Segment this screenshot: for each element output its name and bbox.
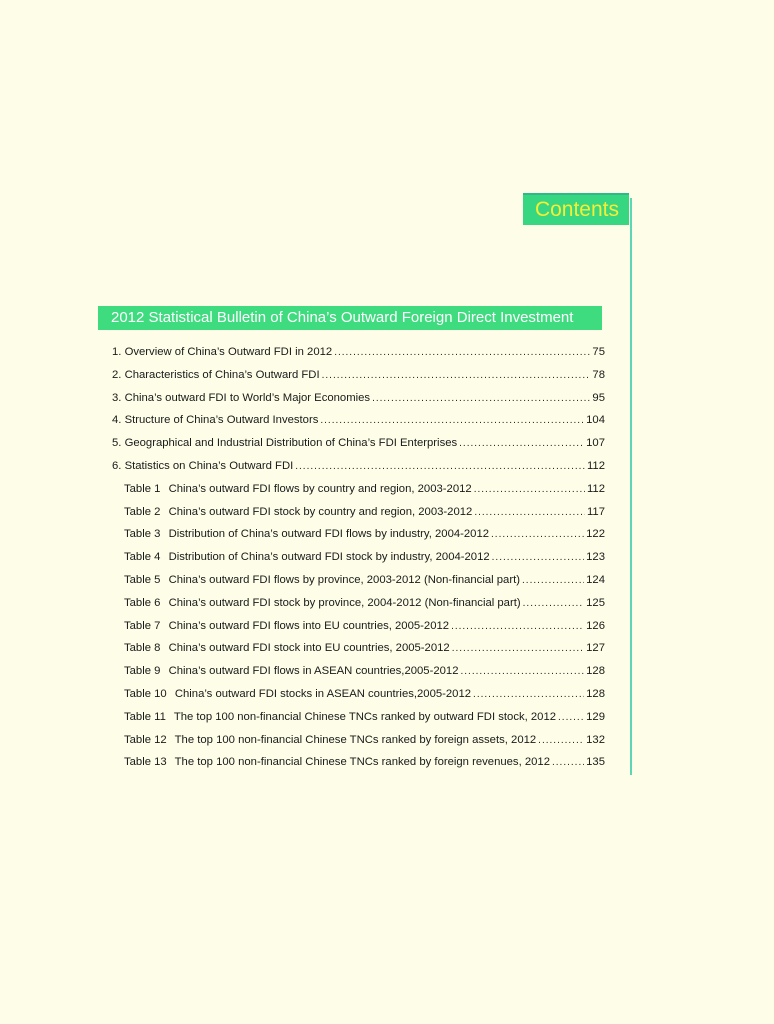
toc-leader-dots xyxy=(295,456,585,479)
toc-leader-dots xyxy=(460,661,584,684)
toc-table-number: Table 10 xyxy=(124,687,167,700)
toc-page-number: 124 xyxy=(586,573,605,586)
toc-table-number: Table 13 xyxy=(124,756,167,769)
toc-page-number: 129 xyxy=(586,710,605,723)
toc-entry-title: China’s outward FDI flows into EU countries, 2005-2012 xyxy=(168,619,450,632)
toc-entry-label xyxy=(124,523,489,546)
toc-entry-label xyxy=(124,660,458,683)
toc-leader-dots xyxy=(552,752,584,775)
toc-entry-title: Structure of China’s Outward Investors xyxy=(124,414,319,427)
toc-entry-label xyxy=(112,432,457,455)
toc-table-9[interactable] xyxy=(112,660,605,683)
toc-leader-dots xyxy=(474,479,585,502)
toc-page-number: 132 xyxy=(586,733,605,746)
toc-entry-label xyxy=(124,706,556,729)
toc-page-number: 125 xyxy=(586,596,605,609)
toc-entry-label xyxy=(112,364,320,387)
toc-page-number: 78 xyxy=(592,368,605,381)
toc-page-number: 123 xyxy=(586,551,605,564)
toc-entry-title: China’s outward FDI to World’s Major Economies xyxy=(124,391,371,404)
toc-entry-label xyxy=(124,569,520,592)
toc-page-number: 122 xyxy=(586,528,605,541)
toc-entry-3[interactable] xyxy=(112,387,605,410)
toc-page-number: 112 xyxy=(586,482,605,495)
toc-page-number: 135 xyxy=(586,756,605,769)
toc-leader-dots xyxy=(452,638,584,661)
toc-entry-1[interactable] xyxy=(112,341,605,364)
toc-entry-title: China’s outward FDI stocks in ASEAN countries,2005-2012 xyxy=(174,687,472,700)
toc-entry-title: Geographical and Industrial Distribution of China’s FDI Enterprises xyxy=(124,437,458,450)
toc-table-11[interactable] xyxy=(112,706,605,729)
toc-leader-dots xyxy=(334,342,590,365)
page-margin-rule xyxy=(630,198,632,775)
toc-table-2[interactable] xyxy=(112,501,605,524)
toc-table-number: Table 12 xyxy=(124,733,167,746)
toc-leader-dots xyxy=(491,524,584,547)
toc-entry-number: 1. xyxy=(112,346,122,358)
toc-entry-label xyxy=(124,501,472,524)
toc-table-number: Table 11 xyxy=(124,710,166,723)
toc-page-number: 128 xyxy=(586,665,605,678)
toc-entry-title: Characteristics of China’s Outward FDI xyxy=(124,368,320,381)
toc-page-number: 75 xyxy=(592,346,605,358)
toc-table-13[interactable] xyxy=(112,751,605,774)
toc-entry-label xyxy=(124,751,550,774)
toc-page-number: 107 xyxy=(586,437,605,450)
toc-entry-number: 3. xyxy=(112,391,122,404)
toc-entry-title: The top 100 non-financial Chinese TNCs ranked by outward FDI stock, 2012 xyxy=(173,710,557,723)
toc-leader-dots xyxy=(522,570,584,593)
toc-entry-label xyxy=(124,637,450,660)
toc-leader-dots xyxy=(459,433,584,456)
toc-entry-title: China’s outward FDI stock by province, 2004-2012 (Non-financial part) xyxy=(168,596,521,609)
contents-heading: Contents xyxy=(523,193,629,225)
toc-entry-6[interactable] xyxy=(112,455,605,478)
toc-table-10[interactable] xyxy=(112,683,605,706)
toc-leader-dots xyxy=(474,502,585,525)
toc-entry-title: The top 100 non-financial Chinese TNCs ranked by foreign assets, 2012 xyxy=(174,733,537,746)
toc-page-number: 112 xyxy=(586,459,605,472)
toc-page-number: 127 xyxy=(586,642,605,655)
toc-leader-dots xyxy=(372,388,590,411)
toc-page-number: 126 xyxy=(586,619,605,632)
toc-entry-4[interactable] xyxy=(112,409,605,432)
toc-entry-title: China’s outward FDI flows by country and region, 2003-2012 xyxy=(168,482,472,495)
toc-entry-number: 2. xyxy=(112,368,122,381)
toc-entry-title: China’s outward FDI flows in ASEAN countries,2005-2012 xyxy=(168,665,459,678)
toc-table-number: Table 7 xyxy=(124,619,161,632)
toc-entry-title: The top 100 non-financial Chinese TNCs ranked by foreign revenues, 2012 xyxy=(174,756,550,769)
toc-page-number: 128 xyxy=(586,687,605,700)
toc-leader-dots xyxy=(451,616,584,639)
toc-entry-label xyxy=(112,409,318,432)
toc-table-4[interactable] xyxy=(112,546,605,569)
toc-table-8[interactable] xyxy=(112,637,605,660)
toc-leader-dots xyxy=(322,365,591,388)
toc-table-number: Table 4 xyxy=(124,551,161,564)
toc-entry-title: China’s outward FDI stock into EU countries, 2005-2012 xyxy=(168,642,450,655)
toc-entry-title: China’s outward FDI flows by province, 2003-2012 (Non-financial part) xyxy=(168,573,521,586)
toc-entry-number: 6. xyxy=(112,459,122,472)
toc-entry-number: 5. xyxy=(112,437,122,450)
toc-leader-dots xyxy=(320,410,584,433)
toc-table-number: Table 3 xyxy=(124,528,161,541)
toc-page-number: 95 xyxy=(592,391,605,404)
toc-entry-title: Statistics on China’s Outward FDI xyxy=(124,459,294,472)
toc-entry-2[interactable] xyxy=(112,364,605,387)
toc-entry-label xyxy=(112,387,370,410)
toc-entry-label xyxy=(124,729,536,752)
bulletin-title-banner: 2012 Statistical Bulletin of China’s Outward Foreign Direct Investment xyxy=(98,306,602,330)
toc-table-7[interactable] xyxy=(112,615,605,638)
toc-leader-dots xyxy=(523,593,585,616)
toc-entry-label xyxy=(124,546,490,569)
toc-table-number: Table 9 xyxy=(124,665,161,678)
table-of-contents xyxy=(112,341,605,774)
toc-entry-label xyxy=(112,455,293,478)
toc-table-number: Table 1 xyxy=(124,482,161,495)
toc-table-5[interactable] xyxy=(112,569,605,592)
toc-entry-5[interactable] xyxy=(112,432,605,455)
toc-page-number: 104 xyxy=(586,414,605,427)
toc-entry-label xyxy=(124,592,521,615)
toc-entry-label xyxy=(112,341,332,364)
toc-entry-label xyxy=(124,478,472,501)
toc-table-number: Table 8 xyxy=(124,642,161,655)
toc-entry-title: China’s outward FDI stock by country and region, 2003-2012 xyxy=(168,505,473,518)
toc-leader-dots xyxy=(473,684,584,707)
toc-entry-title: Distribution of China’s outward FDI flows by industry, 2004-2012 xyxy=(168,528,490,541)
toc-table-number: Table 5 xyxy=(124,573,161,586)
toc-table-3[interactable] xyxy=(112,523,605,546)
toc-table-number: Table 2 xyxy=(124,505,161,518)
toc-table-6[interactable] xyxy=(112,592,605,615)
toc-leader-dots xyxy=(558,707,584,730)
toc-table-1[interactable] xyxy=(112,478,605,501)
toc-entry-title: Distribution of China’s outward FDI stock by industry, 2004-2012 xyxy=(168,551,490,564)
toc-table-number: Table 6 xyxy=(124,596,161,609)
toc-leader-dots xyxy=(538,730,584,753)
toc-page-number: 117 xyxy=(586,505,605,518)
toc-entry-label xyxy=(124,683,471,706)
toc-table-12[interactable] xyxy=(112,729,605,752)
toc-entry-title: Overview of China’s Outward FDI in 2012 xyxy=(124,346,333,358)
toc-entry-label xyxy=(124,615,449,638)
toc-leader-dots xyxy=(492,547,584,570)
toc-entry-number: 4. xyxy=(112,414,122,427)
